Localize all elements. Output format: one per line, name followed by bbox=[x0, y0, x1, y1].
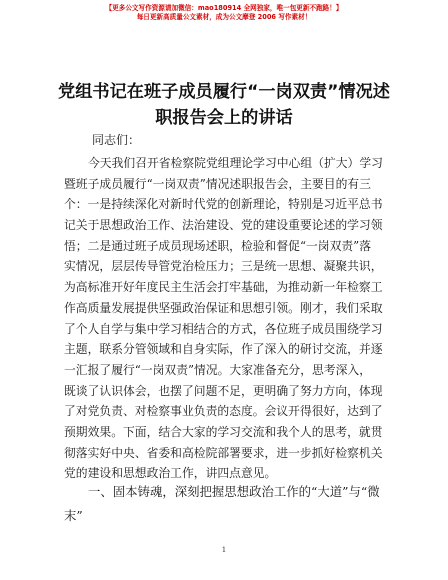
body-line: 个：一是持续深化对新时代党的创新理论，特别是习近平总书 bbox=[64, 197, 383, 212]
body-line: 主题，联系分管领域和自身实际，作了深入的研讨交流，并逐 bbox=[64, 342, 383, 357]
section-heading bbox=[64, 480, 394, 528]
section-heading-line-2: 末” bbox=[64, 508, 83, 523]
document-title-line-1: 党组书记在班子成员履行“一岗双责”情况述 bbox=[58, 82, 390, 102]
body-line: 既谈了认识体会，也摆了问题不足，更明确了努力方向，体现 bbox=[64, 383, 383, 398]
body-line: 今天我们召开省检察院党组理论学习中心组（扩大）学习 bbox=[88, 156, 383, 170]
body-line: 实情况，层层传导管党治检压力；三是统一思想、凝聚共识， bbox=[64, 259, 383, 274]
promo-banner-line-2: 每日更新高质量公文素材，成为公文摩登 2006 写作素材！ bbox=[136, 13, 312, 21]
body-line: 预期效果。下面，结合大家的学习交流和我个人的思考，就贯 bbox=[64, 424, 383, 439]
section-heading-line-1: 一、固本铸魂，深刻把握思想政治工作的“大道”与“微 bbox=[88, 484, 380, 499]
body-line: 悟；二是通过班子成员现场述职，检验和督促“一岗双责”落 bbox=[64, 238, 371, 253]
document-title bbox=[40, 79, 408, 131]
greeting: 同志们： bbox=[92, 133, 141, 147]
page-number: 1 bbox=[221, 546, 227, 554]
body-line: 了个人自学与集中学习相结合的方式，各位班子成员围绕学习 bbox=[64, 321, 383, 336]
body-line: 作高质量发展提供坚强政治保证和思想引领。刚才，我们采取 bbox=[64, 300, 383, 315]
promo-banner bbox=[0, 4, 448, 22]
body-line: 党的建设和思想政治工作，讲四点意见。 bbox=[64, 466, 277, 481]
promo-banner-line-1: 【更多公文写作资源请加微信：mao180914 全网独家，唯一包更新不跑路！】 bbox=[105, 4, 343, 12]
body-line: 记关于思想政治工作、法治建设、党的建设重要论述的学习领 bbox=[64, 218, 383, 233]
body-line: 彻落实好中央、省委和高检院部署要求，进一步抓好检察机关 bbox=[64, 445, 383, 460]
body-paragraph bbox=[64, 153, 388, 484]
body-line: 暨班子成员履行“一岗双责”情况述职报告会，主要目的有三 bbox=[64, 176, 371, 191]
body-line: 了对党负责、对检察事业负责的态度。会议开得很好，达到了 bbox=[64, 404, 383, 419]
body-line: 一汇报了履行“一岗双责”情况。大家准备充分，思考深入， bbox=[64, 362, 371, 377]
body-line: 为高标准开好年度民主生活会打牢基础，为推动新一年检察工 bbox=[64, 280, 383, 295]
document-title-line-2: 职报告会上的讲话 bbox=[155, 108, 293, 128]
